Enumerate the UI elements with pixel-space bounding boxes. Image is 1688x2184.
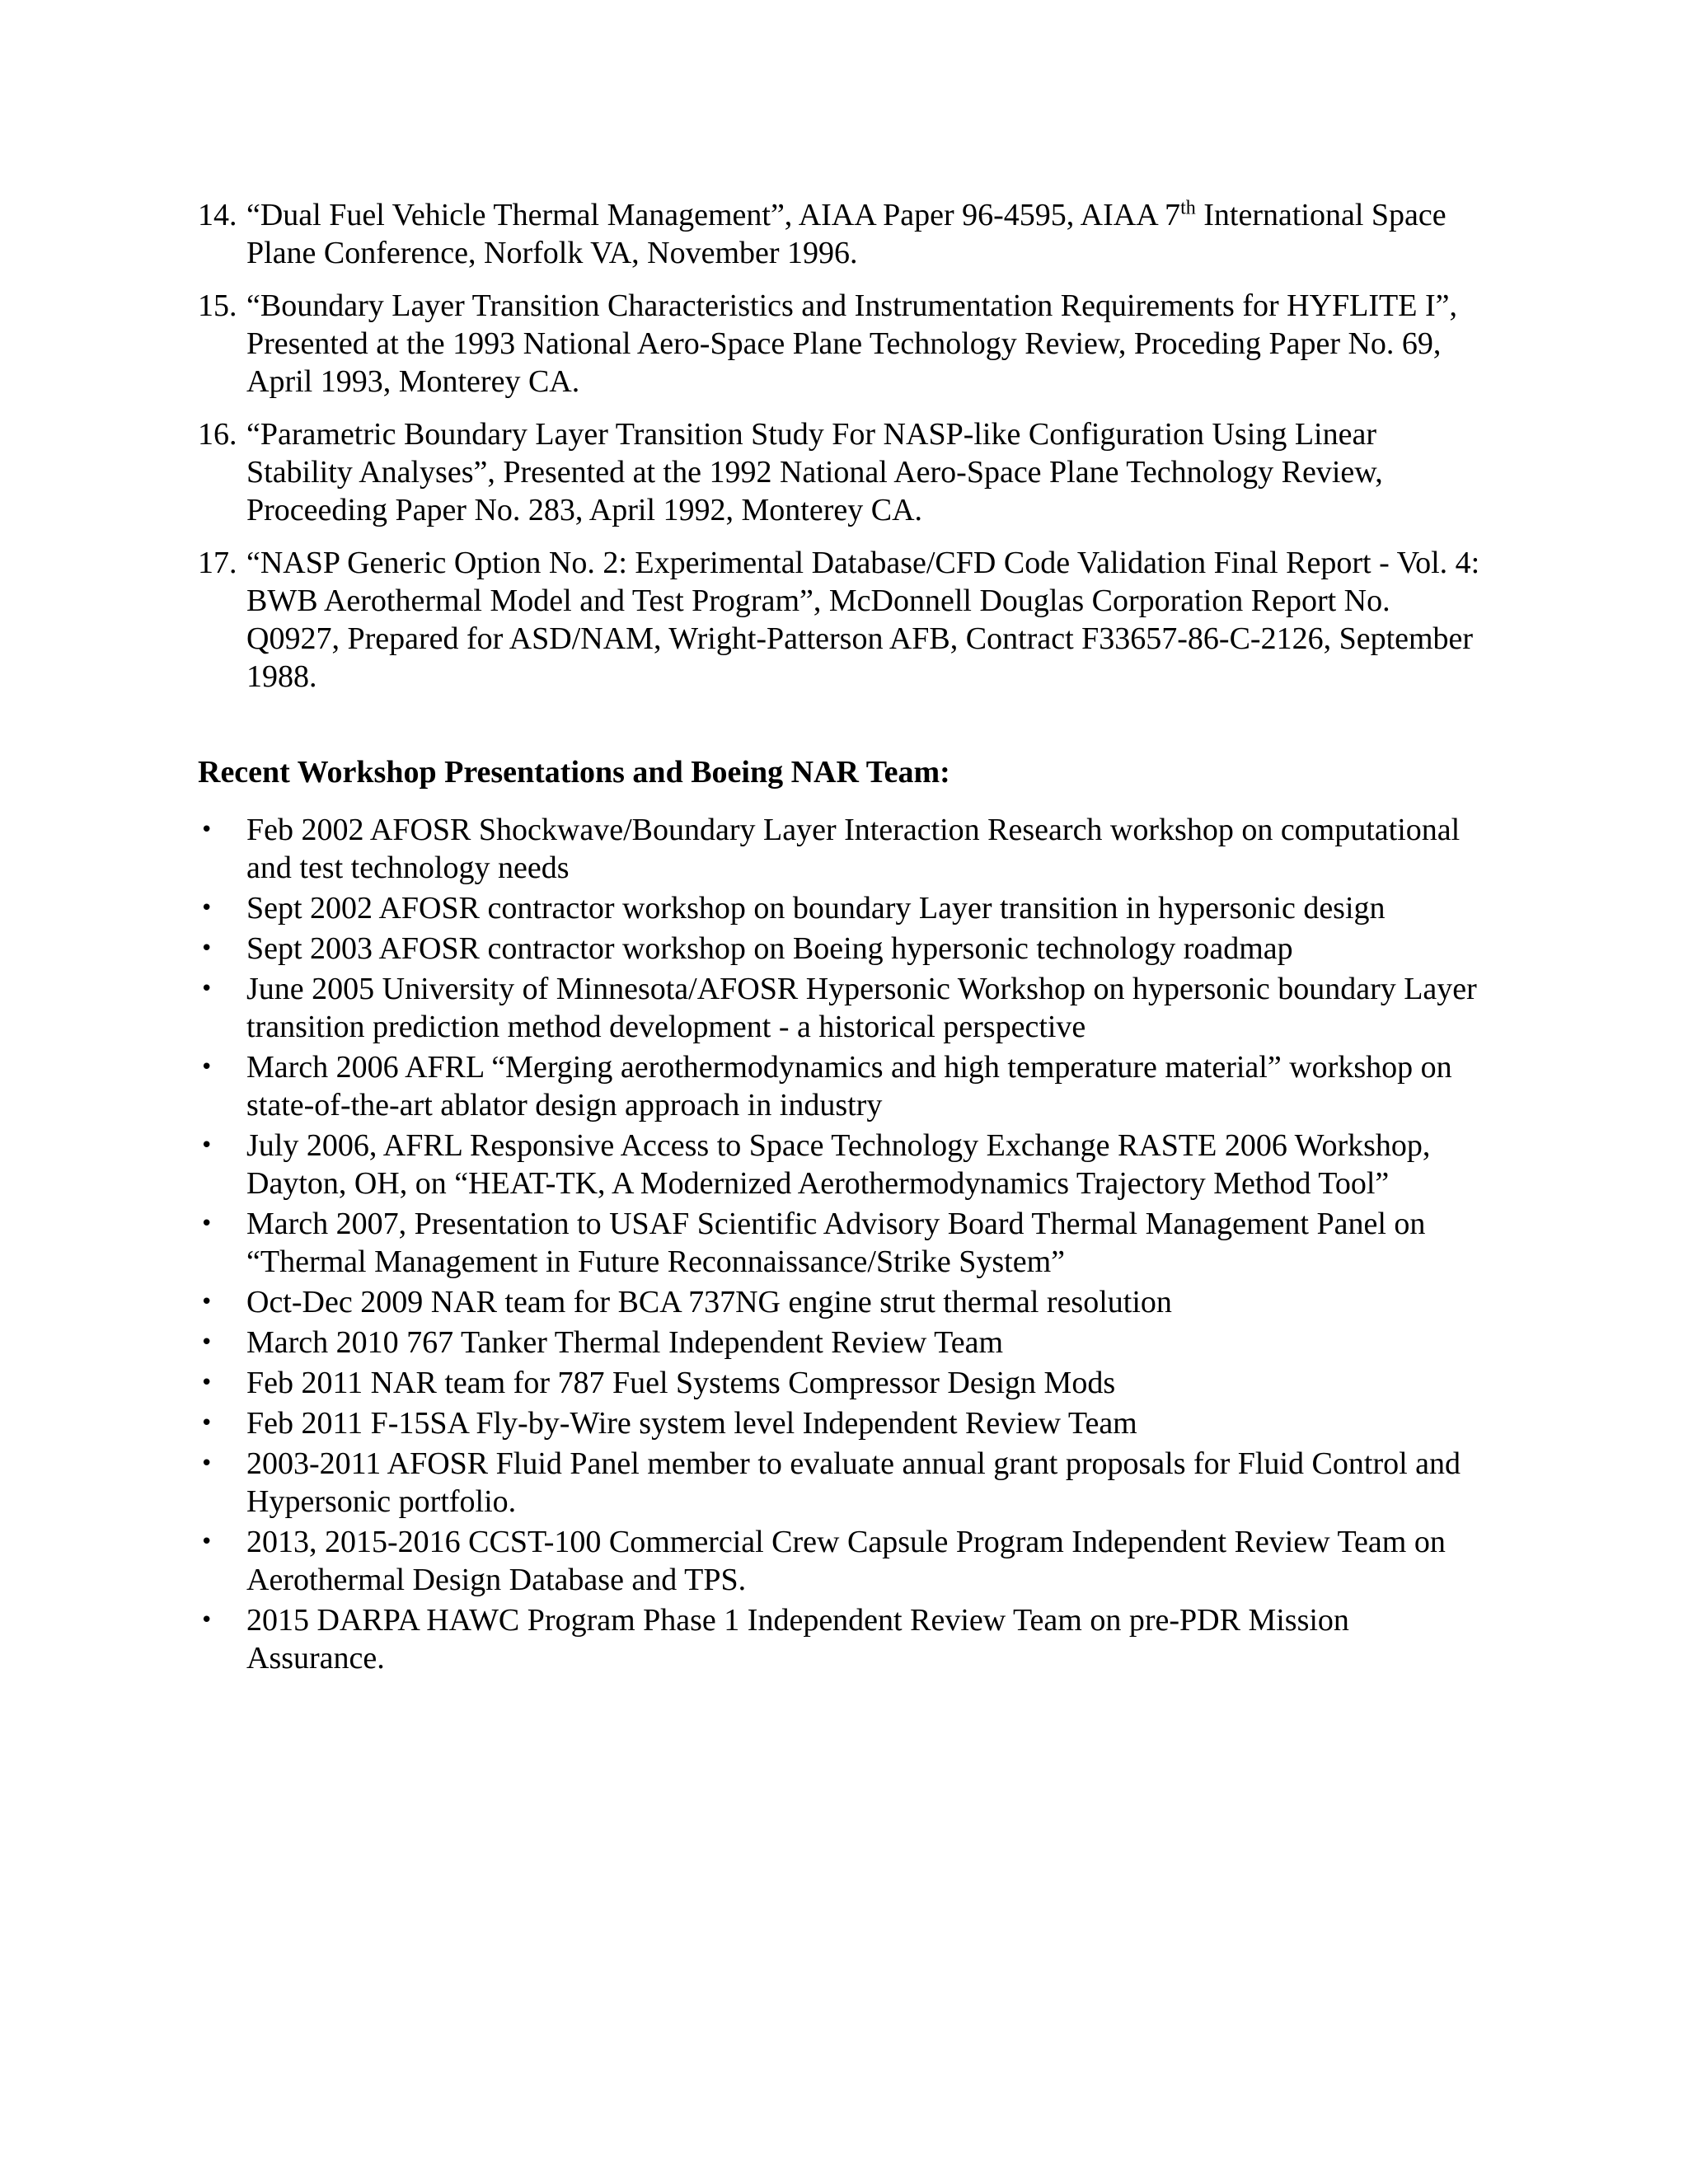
publication-text-part: International Space Plane Conference, Norfolk VA, November 1996. — [246, 198, 1447, 270]
bullet-icon: • — [200, 936, 213, 961]
workshop-text: March 2006 AFRL “Merging aerothermodynamics and high temperature material” workshop on state-of-the-art ablator design approach in industry — [246, 1050, 1452, 1122]
list-item — [198, 1205, 1484, 1281]
bullet-icon: • — [200, 1530, 213, 1554]
list-item — [198, 1324, 1484, 1361]
workshop-text: March 2010 767 Tanker Thermal Independent Review Team — [246, 1325, 1004, 1360]
list-item — [198, 1445, 1484, 1521]
list-item — [198, 811, 1484, 887]
publication-item — [198, 415, 1484, 529]
publication-number: 16. — [198, 417, 237, 452]
workshop-list — [198, 811, 1484, 1680]
publication-number: 14. — [198, 198, 237, 232]
bullet-icon: • — [200, 896, 213, 921]
bullet-icon: • — [200, 1608, 213, 1633]
list-item — [198, 1404, 1484, 1442]
workshop-text: Sept 2002 AFOSR contractor workshop on boundary Layer transition in hypersonic design — [246, 891, 1386, 926]
list-item — [198, 1523, 1484, 1599]
list-item — [198, 1048, 1484, 1124]
bullet-icon: • — [200, 1290, 213, 1315]
workshop-text: 2003-2011 AFOSR Fluid Panel member to evaluate annual grant proposals for Fluid Control and Hypersonic portfolio. — [246, 1446, 1461, 1519]
publication-text: “NASP Generic Option No. 2: Experimental Database/CFD Code Validation Final Report - Vol. 4: BWB Aerothermal Model and Test Program”, McDonnell Douglas Corporation Report No. Q0927, Prepared for ASD/NAM, Wright-Patterson AFB, Contract F33657-86-C-2126, September 1988. — [246, 546, 1480, 694]
list-item — [198, 1364, 1484, 1402]
list-item — [198, 889, 1484, 927]
list-item — [198, 1127, 1484, 1202]
bullet-icon: • — [200, 1411, 213, 1436]
list-item — [198, 1283, 1484, 1321]
workshop-text: Feb 2002 AFOSR Shockwave/Boundary Layer Interaction Research workshop on computational and test technology needs — [246, 813, 1461, 885]
publication-item — [198, 196, 1484, 272]
bullet-icon: • — [200, 818, 213, 842]
publication-item — [198, 544, 1484, 696]
workshop-text: Feb 2011 NAR team for 787 Fuel Systems Compressor Design Mods — [246, 1366, 1116, 1400]
publication-text: “Boundary Layer Transition Characteristics and Instrumentation Requirements for HYFLITE I”, Presented at the 1993 National Aero-Space Plane Technology Review, Proceding Paper No. 69, April 1993, Monterey CA. — [246, 288, 1457, 399]
workshop-text: 2015 DARPA HAWC Program Phase 1 Independent Review Team on pre-PDR Mission Assurance. — [246, 1603, 1349, 1675]
publication-item — [198, 287, 1484, 401]
bullet-icon: • — [200, 1212, 213, 1236]
bullet-icon: • — [200, 1055, 213, 1080]
publication-number: 17. — [198, 546, 237, 580]
list-item — [198, 1601, 1484, 1677]
bullet-icon: • — [200, 1371, 213, 1395]
workshop-text: June 2005 University of Minnesota/AFOSR Hypersonic Workshop on hypersonic boundary Layer transition prediction method development - a historical perspective — [246, 972, 1477, 1044]
publication-list — [198, 196, 1484, 710]
publication-text — [246, 198, 1447, 270]
workshop-text: Oct-Dec 2009 NAR team for BCA 737NG engine strut thermal resolution — [246, 1285, 1172, 1319]
workshop-text: Sept 2003 AFOSR contractor workshop on Boeing hypersonic technology roadmap — [246, 931, 1293, 966]
publication-number: 15. — [198, 288, 237, 323]
bullet-icon: • — [200, 977, 213, 1001]
list-item — [198, 970, 1484, 1046]
list-item — [198, 930, 1484, 968]
bullet-icon: • — [200, 1330, 213, 1355]
bullet-icon: • — [200, 1133, 213, 1158]
workshop-text: July 2006, AFRL Responsive Access to Space Technology Exchange RASTE 2006 Workshop, Dayton, OH, on “HEAT-TK, A Modernized Aerothermodynamics Trajectory Method Tool” — [246, 1128, 1431, 1201]
publication-text-part: “Dual Fuel Vehicle Thermal Management”, AIAA Paper 96-4595, AIAA 7 — [246, 198, 1181, 232]
workshop-text: March 2007, Presentation to USAF Scientific Advisory Board Thermal Management Panel on “Thermal Management in Future Reconnaissance/Strike System” — [246, 1207, 1426, 1279]
bullet-icon: • — [200, 1451, 213, 1476]
publication-text: “Parametric Boundary Layer Transition Study For NASP-like Configuration Using Linear Stability Analyses”, Presented at the 1992 National Aero-Space Plane Technology Review, Proceeding Paper No. 283, April 1992, Monterey CA. — [246, 417, 1383, 527]
ordinal-suffix: th — [1180, 197, 1196, 219]
workshop-text: 2013, 2015-2016 CCST-100 Commercial Crew Capsule Program Independent Review Team on Aerothermal Design Database and TPS. — [246, 1525, 1446, 1597]
workshop-text: Feb 2011 F-15SA Fly-by-Wire system level Independent Review Team — [246, 1406, 1137, 1441]
workshops-heading: Recent Workshop Presentations and Boeing NAR Team: — [198, 755, 950, 790]
